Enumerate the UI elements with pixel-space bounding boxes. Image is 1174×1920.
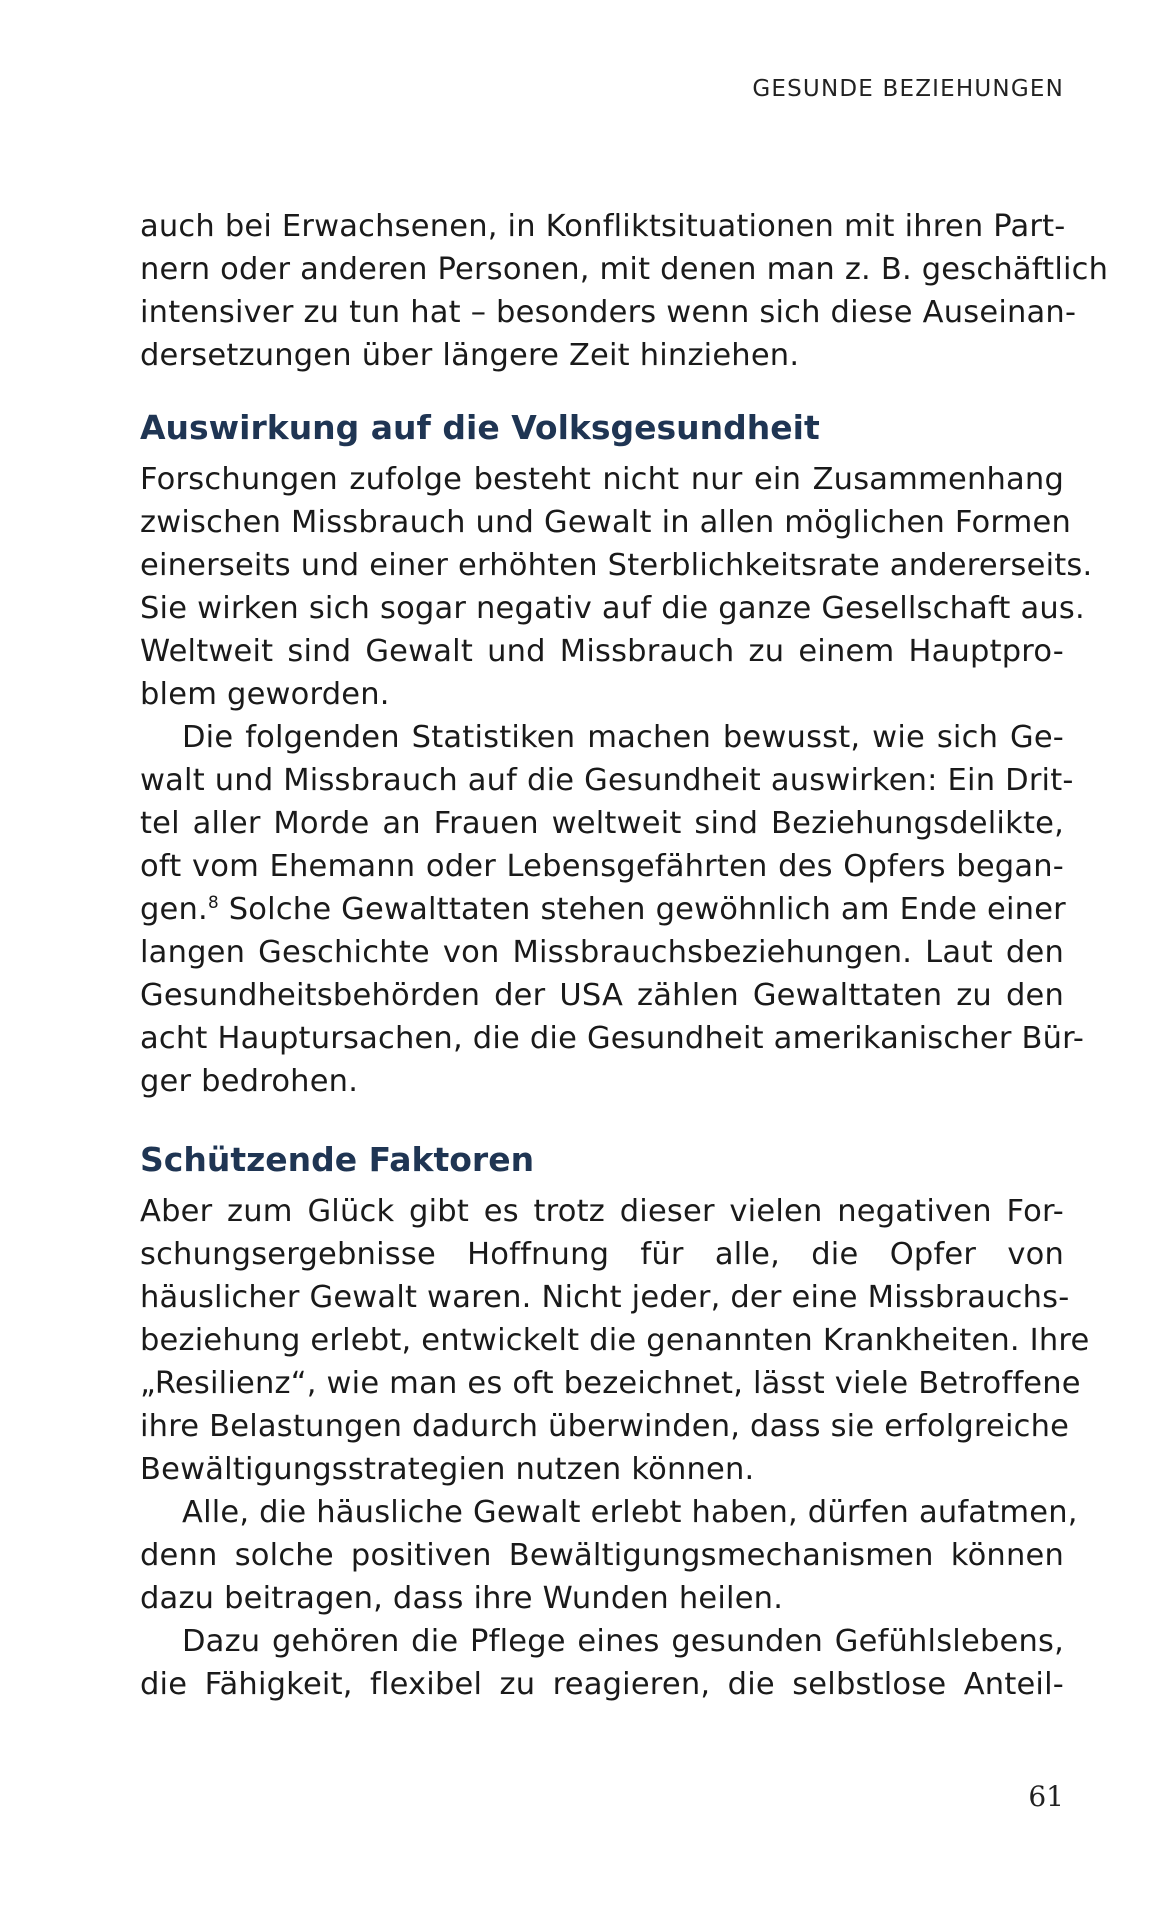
paragraph-resilienz (140, 1190, 1090, 1491)
text-line: ihre Belastungen dadurch überwinden, dass sie erfolgreiche (140, 1409, 1070, 1444)
text-line: Aber zum Glück gibt es trotz dieser vielen negativen For- (140, 1194, 1064, 1229)
text-fragment: gen. (140, 892, 208, 927)
section-heading-schuetzende-faktoren: Schützende Faktoren (140, 1140, 535, 1179)
paragraph-aufatmen (140, 1491, 1078, 1620)
text-line: Die folgenden Statistiken machen bewusst, wie sich Ge- (182, 720, 1064, 755)
paragraph-forschungen (140, 458, 1093, 716)
text-line: auch bei Erwachsenen, in Konfliktsituationen mit ihren Part- (140, 209, 1066, 244)
text-line: intensiver zu tun hat – besonders wenn sich diese Auseinan- (140, 295, 1077, 330)
text-line: Alle, die häusliche Gewalt erlebt haben, dürfen aufatmen, (182, 1495, 1078, 1530)
text-fragment: Solche Gewalttaten stehen gewöhnlich am Ende einer (218, 892, 1066, 927)
text-line: ger bedrohen. (140, 1064, 359, 1099)
text-line: nern oder anderen Personen, mit denen man z. B. geschäftlich (140, 252, 1109, 287)
running-head: GESUNDE BEZIEHUNGEN (752, 76, 1064, 102)
paragraph-intro (140, 205, 1109, 377)
text-line: Forschungen zufolge besteht nicht nur ein Zusammenhang (140, 462, 1064, 497)
text-line: Gesundheitsbehörden der USA zählen Gewalttaten zu den (140, 978, 1064, 1013)
text-line: walt und Missbrauch auf die Gesundheit auswirken: Ein Drit- (140, 763, 1074, 798)
paragraph-dazu-gehoeren (140, 1620, 1064, 1706)
text-line: „Resilienz“, wie man es oft bezeichnet, lässt viele Betroffene (140, 1366, 1081, 1401)
text-line: Dazu gehören die Pflege eines gesunden Gefühlslebens, (182, 1624, 1064, 1659)
text-line: dersetzungen über längere Zeit hinziehen. (140, 338, 800, 373)
text-line-footnote (140, 888, 1064, 931)
section-heading-volksgesundheit: Auswirkung auf die Volksgesundheit (140, 408, 820, 447)
text-line: Bewältigungsstrategien nutzen können. (140, 1452, 755, 1487)
footnote-marker: 8 (207, 891, 219, 912)
text-line: tel aller Morde an Frauen weltweit sind Beziehungsdelikte, (140, 806, 1064, 841)
text-line: die Fähigkeit, flexibel zu reagieren, die selbstlose Anteil- (140, 1667, 1064, 1702)
text-line: blem geworden. (140, 677, 390, 712)
text-line: häuslicher Gewalt waren. Nicht jeder, der eine Missbrauchs- (140, 1280, 1070, 1315)
text-line: zwischen Missbrauch und Gewalt in allen möglichen Formen (140, 505, 1071, 540)
text-line: denn solche positiven Bewältigungsmechanismen können (140, 1538, 1064, 1573)
text-line: Sie wirken sich sogar negativ auf die ganze Gesellschaft aus. (140, 591, 1085, 626)
text-line: dazu beitragen, dass ihre Wunden heilen. (140, 1581, 784, 1616)
text-line: beziehung erlebt, entwickelt die genannten Krankheiten. Ihre (140, 1323, 1090, 1358)
text-line: schungsergebnisse Hoffnung für alle, die Opfer von (140, 1237, 1064, 1272)
page-number: 61 (1028, 1780, 1064, 1813)
text-line: oft vom Ehemann oder Lebensgefährten des Opfers began- (140, 849, 1064, 884)
paragraph-statistiken (140, 716, 1085, 1103)
text-line: langen Geschichte von Missbrauchsbeziehungen. Laut den (140, 935, 1064, 970)
text-line: einerseits und einer erhöhten Sterblichkeitsrate andererseits. (140, 548, 1093, 583)
text-line: acht Hauptursachen, die die Gesundheit amerikanischer Bür- (140, 1021, 1085, 1056)
text-line: Weltweit sind Gewalt und Missbrauch zu einem Hauptpro- (140, 634, 1064, 669)
